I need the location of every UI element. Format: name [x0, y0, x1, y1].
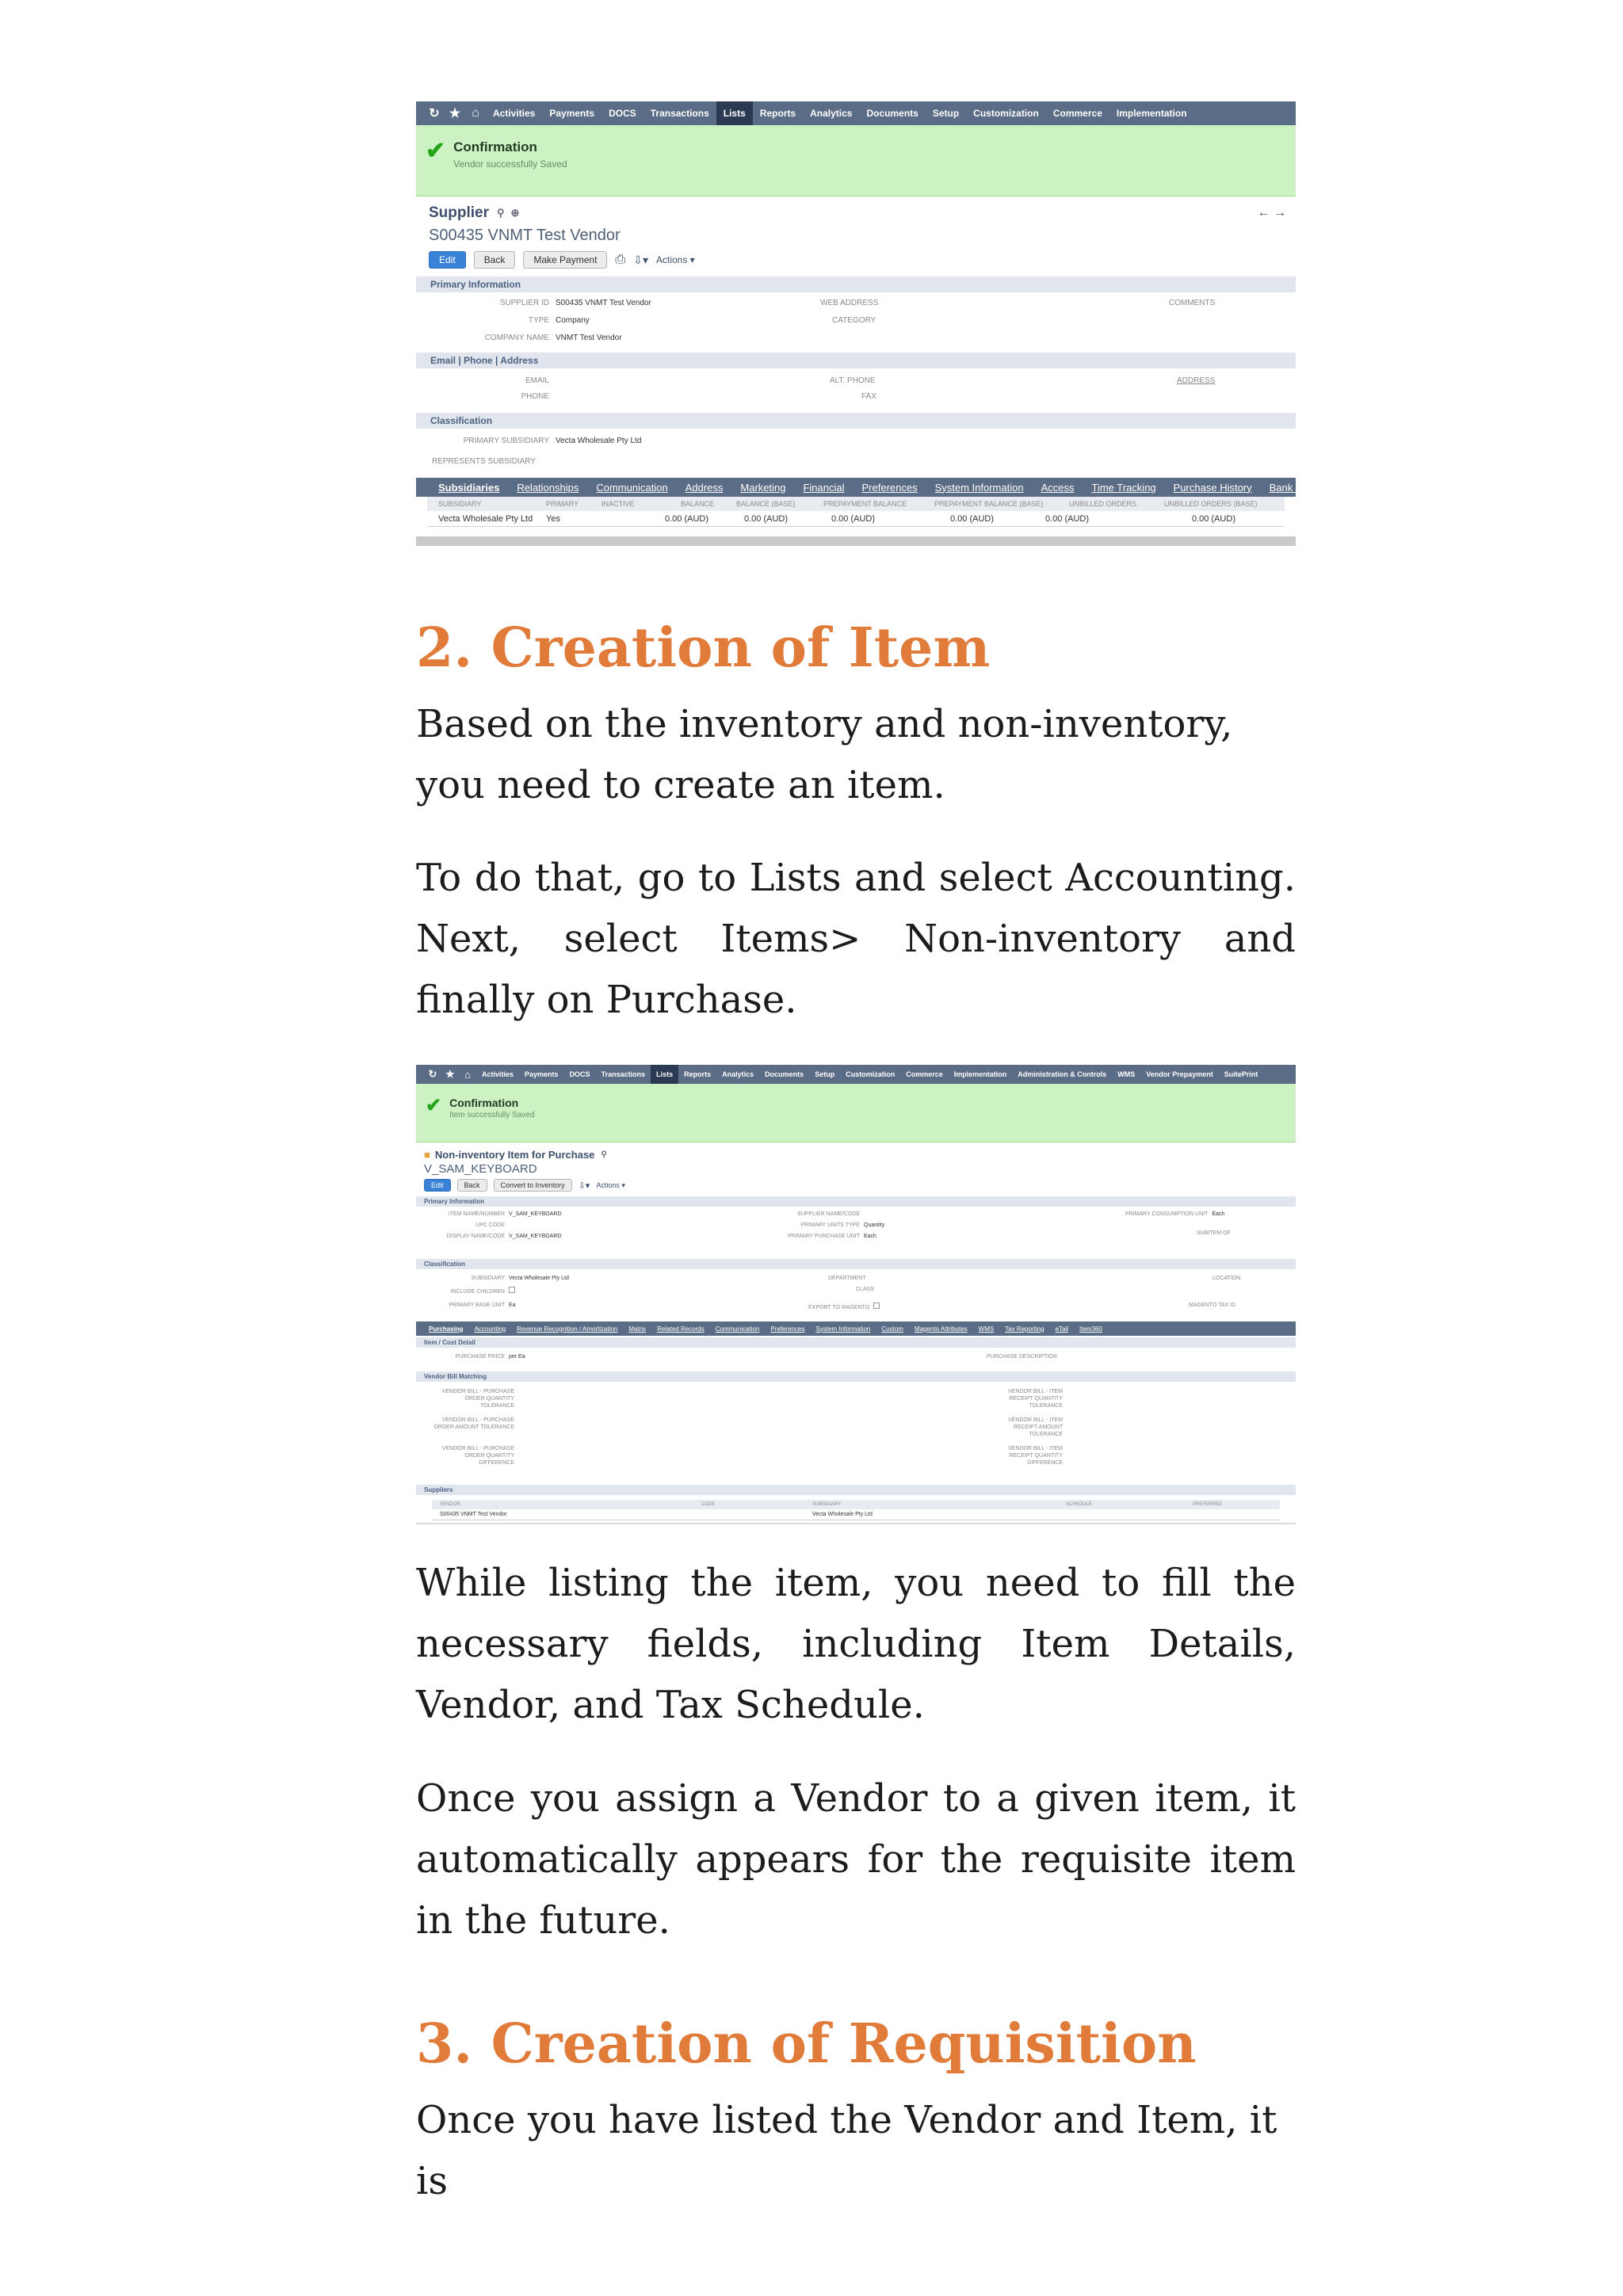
subtab-purchasing[interactable]: Purchasing — [429, 1325, 464, 1333]
paragraph-3: While listing the item, you need to fill the necessary fields, including Item Details, Vendor, and Tax Schedule. — [416, 1561, 1296, 1727]
classification-fields — [416, 429, 1296, 470]
nav-analytics[interactable]: Analytics — [722, 1070, 754, 1078]
top-nav — [416, 101, 1296, 125]
table-header — [427, 497, 1285, 511]
action-buttons — [424, 1179, 1296, 1192]
actions-menu[interactable]: Actions ▾ — [656, 254, 695, 265]
include-children-label: INCLUDE CHILDREN — [450, 1289, 505, 1295]
item-name-label: ITEM NAME/NUMBER — [448, 1211, 505, 1217]
subtab-item360[interactable]: Item360 — [1079, 1325, 1102, 1333]
nav-wms[interactable]: WMS — [1117, 1070, 1136, 1078]
paragraph-2: To do that, go to Lists and select Accounting. Next, select Items> Non-inventory and finally on Purchase. — [416, 856, 1296, 1022]
col-code: CODE — [701, 1502, 716, 1507]
purchase-price-value: per Ea — [509, 1354, 525, 1360]
purchase-desc-label: PURCHASE DESCRIPTION — [987, 1354, 1057, 1360]
comments-label: COMMENTS — [1169, 299, 1216, 307]
represents-subsidiary-label: REPRESENTS SUBSIDIARY — [432, 457, 536, 466]
subtab-purchase-history[interactable]: Purchase History — [1173, 481, 1252, 494]
supplier-id-value: S00435 VNMT Test Vendor — [556, 299, 651, 307]
email-label: EMAIL — [525, 376, 549, 385]
nav-payments[interactable]: Payments — [549, 108, 595, 119]
col-primary: PRIMARY — [546, 500, 579, 508]
base-unit-value: Ea — [509, 1302, 516, 1308]
cell-unbilled: 0.00 (AUD) — [1045, 513, 1090, 524]
star-icon[interactable]: ★ — [445, 1068, 455, 1080]
nav-reports[interactable]: Reports — [684, 1070, 712, 1078]
department-label: DEPARTMENT — [828, 1276, 866, 1281]
section-primary-information[interactable]: Primary Information — [416, 277, 1296, 292]
heading-creation-of-requisition: 3. Creation of Requisition — [416, 2012, 1197, 2076]
nav-administration[interactable]: Administration & Controls — [1018, 1070, 1107, 1078]
subtab-relationships[interactable]: Relationships — [517, 481, 579, 494]
vb-ir-qty-tolerance: VENDOR BILL - ITEM RECEIPT QUANTITY TOLERANCE — [1008, 1389, 1063, 1409]
subtab-financial[interactable]: Financial — [803, 481, 845, 494]
star-icon[interactable]: ★ — [449, 107, 461, 120]
subtab-communication[interactable]: Communication — [715, 1325, 760, 1333]
subsidiary-label: SUBSIDIARY — [471, 1276, 505, 1281]
nav-lists[interactable]: Lists — [651, 1065, 678, 1084]
confirmation-message: Item successfully Saved — [449, 1111, 535, 1119]
base-unit-label: PRIMARY BASE UNIT — [449, 1302, 505, 1308]
subtab-tax-reporting[interactable]: Tax Reporting — [1005, 1325, 1044, 1333]
subitem-label: SUBITEM OF — [1197, 1230, 1231, 1236]
cell-primary: Yes — [546, 513, 560, 524]
paragraph-4: Once you assign a Vendor to a given item, it automatically appears for the requisite item in the future. — [416, 1776, 1296, 1943]
home-icon[interactable]: ⌂ — [472, 106, 479, 120]
item-cost-fields — [416, 1348, 1296, 1367]
consumption-value: Each — [1212, 1211, 1225, 1217]
consumption-label: PRIMARY CONSUMPTION UNIT — [1125, 1211, 1209, 1217]
make-payment-button[interactable]: Make Payment — [523, 251, 607, 269]
units-type-value: Quantity — [864, 1222, 885, 1228]
supplier-screenshot — [416, 101, 1314, 559]
confirmation-banner — [416, 1084, 1296, 1142]
vendor-bill-fields — [416, 1382, 1296, 1480]
subtab-subsidiaries[interactable]: Subsidiaries — [438, 481, 500, 494]
classification-fields — [416, 1269, 1296, 1317]
nav-customization[interactable]: Customization — [846, 1070, 896, 1078]
confirmation-message: Vendor successfully Saved — [453, 158, 567, 170]
vb-po-qty-difference: VENDOR BILL - PURCHASE ORDER QUANTITY DIFFERENCE — [441, 1446, 514, 1466]
subtab-access[interactable]: Access — [1041, 481, 1075, 494]
display-name-value: V_SAM_KEYBOARD — [509, 1234, 562, 1239]
supplier-id-label: SUPPLIER ID — [499, 299, 549, 307]
subtabs — [416, 1322, 1296, 1336]
nav-reports[interactable]: Reports — [759, 108, 796, 119]
subtab-custom[interactable]: Custom — [881, 1325, 903, 1333]
contact-fields — [416, 368, 1296, 405]
subsidiary-value: Vecta Wholesale Pty Ltd — [509, 1276, 569, 1281]
col-schedule: SCHEDULE — [1066, 1502, 1092, 1507]
include-children-checkbox[interactable] — [509, 1287, 515, 1293]
nav-documents[interactable]: Documents — [765, 1070, 804, 1078]
edit-button[interactable]: Edit — [424, 1179, 451, 1192]
record-type-label: Non-inventory Item for Purchase — [434, 1149, 595, 1161]
phone-label: PHONE — [521, 392, 549, 401]
nav-analytics[interactable]: Analytics — [810, 108, 853, 119]
cell-prepayment: 0.00 (AUD) — [831, 513, 876, 524]
upc-label: UPC CODE — [475, 1222, 505, 1228]
purchase-unit-label: PRIMARY PURCHASE UNIT — [788, 1234, 860, 1239]
suppliers-table-header — [432, 1500, 1280, 1509]
subtab-address[interactable]: Address — [685, 481, 724, 494]
folder-icon: ■ — [424, 1149, 430, 1161]
section-vendor-bill-matching[interactable]: Vendor Bill Matching — [416, 1371, 1296, 1382]
confirmation-title: Confirmation — [449, 1097, 519, 1109]
subtab-revenue-recognition[interactable]: Revenue Recognition / Amortization — [517, 1325, 618, 1333]
back-button[interactable]: Back — [474, 251, 516, 269]
record-type-label: Supplier — [429, 204, 490, 221]
cell-prepayment-base: 0.00 (AUD) — [950, 513, 995, 524]
col-subsidiary: SUBSIDIARY — [438, 500, 482, 508]
actions-menu[interactable]: Actions ▾ — [596, 1180, 625, 1189]
search-icon[interactable]: ⚲ — [497, 207, 505, 219]
link-icon[interactable]: ⊕ — [510, 207, 520, 219]
nav-transactions[interactable]: Transactions — [601, 1070, 646, 1078]
subtab-magento-attributes[interactable]: Magento Attributes — [914, 1325, 968, 1333]
section-classification[interactable]: Classification — [416, 1259, 1296, 1269]
purchase-price-label: PURCHASE PRICE — [455, 1354, 505, 1360]
record-type — [424, 1149, 1296, 1161]
cell-balance: 0.00 (AUD) — [665, 513, 709, 524]
address-label[interactable]: ADDRESS — [1177, 376, 1216, 385]
cell-subsidiary: Vecta Wholesale Pty Ltd — [438, 513, 533, 524]
nav-lists[interactable]: Lists — [716, 101, 753, 125]
location-label: LOCATION — [1212, 1276, 1241, 1281]
subtab-system-information[interactable]: System Information — [815, 1325, 871, 1333]
primary-fields — [416, 1207, 1296, 1254]
subtab-marketing[interactable]: Marketing — [740, 481, 786, 494]
home-icon[interactable]: ⌂ — [464, 1068, 471, 1081]
print-icon[interactable]: ⎙ — [615, 253, 626, 266]
heading-creation-of-item: 2. Creation of Item — [416, 616, 991, 680]
nav-commerce[interactable]: Commerce — [906, 1070, 943, 1078]
primary-subsidiary-label: PRIMARY SUBSIDIARY — [463, 437, 549, 445]
paragraph-5: Once you have listed the Vendor and Item, it is — [416, 2098, 1277, 2203]
magento-tax-label: MAGENTO TAX ID — [1189, 1302, 1236, 1308]
table-row[interactable] — [427, 511, 1285, 527]
divider — [416, 1523, 1296, 1524]
section-contact[interactable]: Email | Phone | Address — [416, 353, 1296, 368]
record-name: S00435 VNMT Test Vendor — [429, 227, 621, 244]
cell-vendor: S00435 VNMT Test Vendor — [440, 1512, 507, 1517]
nav-implementation[interactable]: Implementation — [953, 1070, 1007, 1078]
cell-unbilled-base: 0.00 (AUD) — [1191, 513, 1235, 524]
vb-po-qty-tolerance: VENDOR BILL - PURCHASE ORDER QUANTITY TOLERANCE — [441, 1389, 514, 1409]
cell-balance-base: 0.00 (AUD) — [744, 513, 789, 524]
col-balance-base: BALANCE (BASE) — [736, 500, 796, 508]
item-name-value: V_SAM_KEYBOARD — [509, 1211, 562, 1217]
primary-fields — [416, 292, 1296, 345]
col-inactive: INACTIVE — [601, 500, 635, 508]
export-label: EXPORT TO MAGENTO — [808, 1305, 870, 1310]
history-icon[interactable]: ↻ — [428, 1068, 437, 1080]
nav-customization[interactable]: Customization — [973, 108, 1039, 119]
display-name-label: DISPLAY NAME/CODE — [446, 1234, 505, 1239]
subtab-etail[interactable]: eTail — [1055, 1325, 1069, 1333]
vb-ir-amount-tolerance: VENDOR BILL - ITEM RECEIPT AMOUNT TOLERANCE — [1008, 1417, 1063, 1437]
check-icon: ✔ — [426, 138, 446, 164]
nav-docs[interactable]: DOCS — [609, 108, 636, 119]
table-row[interactable] — [432, 1509, 1280, 1520]
vb-ir-qty-difference: VENDOR BILL - ITEM RECEIPT QUANTITY DIFFERENCE — [1008, 1446, 1063, 1466]
subtab-related-records[interactable]: Related Records — [657, 1325, 705, 1333]
check-icon: ✔ — [426, 1095, 442, 1116]
confirmation-title: Confirmation — [453, 139, 537, 154]
col-prepayment-base: PREPAYMENT BALANCE (BASE) — [934, 500, 1044, 508]
alt-phone-label: ALT. PHONE — [830, 376, 876, 385]
fax-label: FAX — [861, 392, 876, 401]
nav-commerce[interactable]: Commerce — [1052, 108, 1102, 119]
record-type — [429, 204, 1296, 222]
search-icon[interactable]: ⚲ — [601, 1150, 607, 1159]
edit-button[interactable]: Edit — [429, 251, 466, 269]
nav-activities[interactable]: Activities — [493, 108, 536, 119]
subtab-system-information[interactable]: System Information — [934, 481, 1024, 494]
export-icon[interactable]: ⇩▾ — [578, 1180, 590, 1191]
company-name-value: VNMT Test Vendor — [556, 334, 622, 342]
class-label: CLASS — [856, 1287, 874, 1292]
col-preferred: PREFERRED — [1193, 1502, 1223, 1507]
section-classification[interactable]: Classification — [416, 413, 1296, 429]
col-prepayment: PREPAYMENT BALANCE — [823, 500, 907, 508]
item-screenshot — [416, 1065, 1296, 1524]
type-label: TYPE — [528, 316, 549, 325]
subtab-wms[interactable]: WMS — [978, 1325, 995, 1333]
section-primary-information[interactable]: Primary Information — [416, 1196, 1296, 1207]
web-address-label: WEB ADDRESS — [820, 299, 879, 307]
action-buttons — [429, 251, 1296, 269]
nav-documents[interactable]: Documents — [866, 108, 918, 119]
nav-activities[interactable]: Activities — [482, 1070, 514, 1078]
export-checkbox[interactable] — [873, 1302, 880, 1309]
record-name: V_SAM_KEYBOARD — [424, 1162, 537, 1176]
col-vendor: VENDOR — [440, 1502, 460, 1507]
subtabs — [416, 478, 1314, 497]
units-type-label: PRIMARY UNITS TYPE — [800, 1222, 860, 1228]
purchase-unit-value: Each — [864, 1234, 876, 1239]
nav-docs[interactable]: DOCS — [569, 1070, 590, 1078]
horizontal-scrollbar[interactable] — [416, 536, 1296, 546]
back-button[interactable]: Back — [457, 1179, 487, 1192]
col-unbilled-base: UNBILLED ORDERS (BASE) — [1164, 500, 1258, 508]
category-label: CATEGORY — [832, 316, 876, 325]
type-value: Company — [556, 316, 590, 325]
subtab-time-tracking[interactable]: Time Tracking — [1091, 481, 1156, 494]
subtab-communication[interactable]: Communication — [596, 481, 668, 494]
nav-transactions[interactable]: Transactions — [650, 108, 709, 119]
paragraph-1: Based on the inventory and non-inventory, you need to create an item. — [416, 702, 1233, 807]
section-suppliers[interactable]: Suppliers — [416, 1485, 1296, 1495]
col-subsidiary: SUBSIDIARY — [812, 1502, 842, 1507]
col-balance: BALANCE — [681, 500, 715, 508]
prev-next-arrows[interactable]: ← → — [1257, 206, 1286, 219]
vb-po-amount-tolerance: VENDOR BILL - PURCHASE ORDER AMOUNT TOLERANCE — [433, 1417, 514, 1430]
col-unbilled: UNBILLED ORDERS — [1069, 500, 1137, 508]
confirmation-banner — [416, 125, 1296, 196]
subtab-matrix[interactable]: Matrix — [628, 1325, 647, 1333]
nav-setup[interactable]: Setup — [815, 1070, 835, 1078]
cell-subsidiary: Vecta Wholesale Pty Ltd — [812, 1512, 873, 1517]
nav-setup[interactable]: Setup — [932, 108, 960, 119]
subtab-preferences[interactable]: Preferences — [770, 1325, 805, 1333]
subtab-bank-pay[interactable]: Bank Pay — [1269, 481, 1314, 494]
section-item-cost[interactable]: Item / Cost Detail — [416, 1337, 1296, 1348]
nav-vendor-prepayment[interactable]: Vendor Prepayment — [1146, 1070, 1213, 1078]
subtab-preferences[interactable]: Preferences — [861, 481, 918, 494]
convert-to-inventory-button[interactable]: Convert to Inventory — [494, 1179, 572, 1192]
history-icon[interactable]: ↻ — [429, 107, 440, 120]
top-nav — [416, 1065, 1296, 1084]
nav-implementation[interactable]: Implementation — [1116, 108, 1187, 119]
subtab-accounting[interactable]: Accounting — [474, 1325, 506, 1333]
nav-suiteprint[interactable]: SuitePrint — [1224, 1070, 1258, 1078]
nav-payments[interactable]: Payments — [525, 1070, 559, 1078]
export-icon[interactable]: ⇩▾ — [633, 253, 648, 266]
company-name-label: COMPANY NAME — [484, 334, 549, 342]
supplier-name-label: SUPPLIER NAME/CODE — [797, 1211, 860, 1217]
primary-subsidiary-value: Vecta Wholesale Pty Ltd — [556, 437, 642, 445]
